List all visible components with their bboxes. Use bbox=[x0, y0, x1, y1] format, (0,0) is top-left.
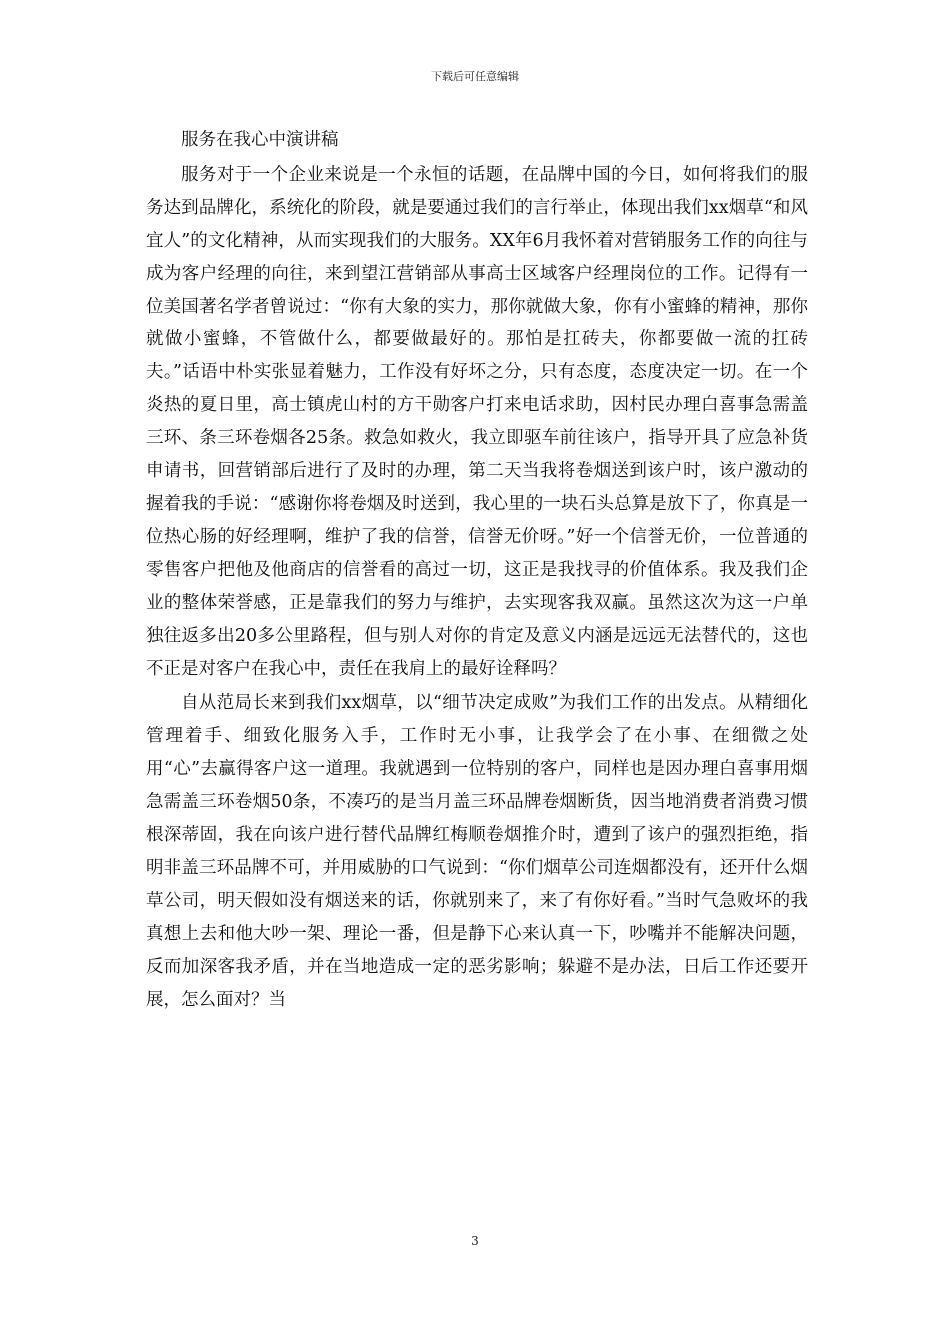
document-title: 服务在我心中演讲稿 bbox=[181, 130, 339, 150]
page-header: 下载后可任意编辑 bbox=[431, 70, 519, 83]
document-body bbox=[146, 124, 808, 1018]
page-number: 3 bbox=[471, 1234, 479, 1248]
body-paragraph-2: 自从范局长来到我们xx烟草，以“细节决定成败”为我们工作的出发点。从精细化管理着手、细致化服务入手，工作时无小事，让我学会了在小事、在细微之处用“心”去赢得客户这一道理。我就遇到一位特别的客户，同样也是因办理白喜事用烟急需盖三环卷烟50条，不凑巧的是当月盖三环品牌卷烟断货，因当地消费者消费习惯根深蒂固，我在向该户进行替代品牌红梅顺卷烟推介时，遭到了该户的强烈拒绝，指明非盖三环品牌不可，并用威胁的口气说到：“你们烟草公司连烟都没有，还开什么烟草公司，明天假如没有烟送来的话，你就别来了，来了有你好看。”当时气急败坏的我真想上去和他大吵一架、理论一番，但是静下心来认真一下，吵嘴并不能解决问题，反而加深客我矛盾，并在当地造成一定的恶劣影响；躲避不是办法，日后工作还要开展，怎么面对？当 bbox=[146, 693, 808, 1010]
body-paragraph-1: 服务对于一个企业来说是一个永恒的话题，在品牌中国的今日，如何将我们的服务达到品牌化，系统化的阶段，就是要通过我们的言行举止，体现出我们xx烟草“和风宜人”的文化精神，从而实现我们的大服务。XX年6月我怀着对营销服务工作的向往与成为客户经理的向往，来到望江营销部从事高士区域客户经理岗位的工作。记得有一位美国著名学者曾说过：“你有大象的实力，那你就做大象，你有小蜜蜂的精神，那你就做小蜜蜂，不管做什么，都要做最好的。那怕是扛砖夫，你都要做一流的扛砖夫。”话语中朴实张显着魅力，工作没有好坏之分，只有态度，态度决定一切。在一个炎热的夏日里，高士镇虎山村的方干勋客户打来电话求助，因村民办理白喜事急需盖三环、条三环卷烟各25条。救急如救火，我立即驱车前往该户，指导开具了应急补货申请书，回营销部后进行了及时的办理，第二天当我将卷烟送到该户时，该户激动的握着我的手说：“感谢你将卷烟及时送到，我心里的一块石头总算是放下了，你真是一位热心肠的好经理啊，维护了我的信誉，信誉无价呀。”好一个信誉无价，一位普通的零售客户把他及他商店的信誉看的高过一切，这正是我找寻的价值体系。我及我们企业的整体荣誉感，正是靠我们的努力与维护，去实现客我双赢。虽然这次为这一户单独往返多出20多公里路程，但与别人对你的肯定及意义内涵是远远无法替代的，这也不正是对客户在我心中，责任在我肩上的最好诠释吗？ bbox=[146, 164, 808, 679]
